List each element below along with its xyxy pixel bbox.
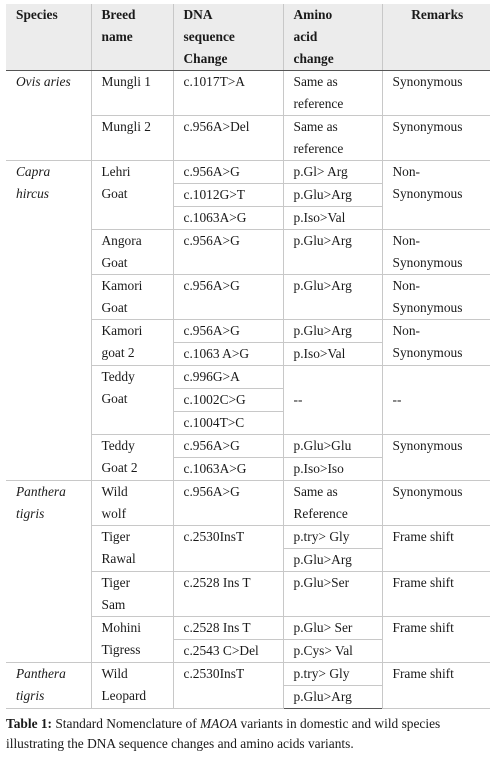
dna-change-cell: c.956A>G xyxy=(173,275,283,320)
dna-change-cell: c.956A>G xyxy=(173,481,283,526)
dna-change-cell: c.2530InsT xyxy=(173,663,283,709)
breed-cell: Wild wolf xyxy=(91,481,173,526)
amino-change-cell: p.Glu>Arg xyxy=(283,230,382,275)
species-cell: Capra hircus xyxy=(6,161,91,481)
remarks-cell: Non- Synonymous xyxy=(382,320,490,366)
amino-change-cell: p.Glu>Arg xyxy=(283,549,382,572)
amino-change-cell: p.Glu> Ser xyxy=(283,617,382,640)
breed-cell: Mungli 2 xyxy=(91,116,173,161)
amino-change-cell: p.try> Gly xyxy=(283,663,382,686)
remarks-cell: Non- Synonymous xyxy=(382,230,490,275)
table-row xyxy=(6,161,490,184)
amino-change-cell: p.Glu>Arg xyxy=(283,320,382,343)
remarks-cell: Synonymous xyxy=(382,71,490,116)
breed-cell: Mohini Tigress xyxy=(91,617,173,663)
dna-change-cell: c.2530InsT xyxy=(173,526,283,572)
table-row xyxy=(6,663,490,686)
dna-change-cell: c.956A>G xyxy=(173,161,283,184)
dna-change-cell: c.1063A>G xyxy=(173,207,283,230)
breed-cell: Kamori Goat xyxy=(91,275,173,320)
caption-text: Standard Nomenclature of xyxy=(52,716,201,731)
remarks-cell: Frame shift xyxy=(382,526,490,572)
remarks-cell: Non- Synonymous xyxy=(382,275,490,320)
caption-text: variants in domestic and wild species illustrating the DNA sequence changes and amino acids variants. xyxy=(6,716,441,751)
breed-cell: Tiger Sam xyxy=(91,572,173,617)
breed-cell: Teddy Goat 2 xyxy=(91,435,173,481)
amino-change-cell: p.Glu>Ser xyxy=(283,572,382,617)
breed-cell: Angora Goat xyxy=(91,230,173,275)
remarks-cell: Synonymous xyxy=(382,116,490,161)
breed-cell: Kamori goat 2 xyxy=(91,320,173,366)
dna-change-cell: c.1017T>A xyxy=(173,71,283,116)
species-cell: Ovis aries xyxy=(6,71,91,161)
dna-change-cell: c.2543 C>Del xyxy=(173,640,283,663)
amino-change-cell: p.Iso>Iso xyxy=(283,458,382,481)
amino-change-cell: p.Iso>Val xyxy=(283,343,382,366)
header-species: Species xyxy=(6,4,91,71)
remarks-cell: Frame shift xyxy=(382,617,490,663)
dna-change-cell: c.996G>A xyxy=(173,366,283,389)
amino-change-cell: p.Glu>Arg xyxy=(283,184,382,207)
remarks-cell: Synonymous xyxy=(382,435,490,481)
dna-change-cell: c.956A>G xyxy=(173,435,283,458)
dna-change-cell: c.2528 Ins T xyxy=(173,572,283,617)
dna-change-cell: c.956A>Del xyxy=(173,116,283,161)
header-amino-acid-change: Amino acid change xyxy=(283,4,382,71)
remarks-cell: Synonymous xyxy=(382,481,490,526)
amino-change-cell: Same as Reference xyxy=(283,481,382,526)
document-page xyxy=(6,4,490,754)
remarks-cell: Frame shift xyxy=(382,663,490,709)
table-row xyxy=(6,481,490,526)
caption-label: Table 1: xyxy=(6,716,53,731)
dna-change-cell: c.1063 A>G xyxy=(173,343,283,366)
dna-change-cell: c.1002C>G xyxy=(173,389,283,412)
table-caption xyxy=(6,714,476,754)
dna-change-cell: c.956A>G xyxy=(173,320,283,343)
header-remarks: Remarks xyxy=(382,4,490,71)
maoa-variants-table xyxy=(6,4,490,709)
remarks-cell: Frame shift xyxy=(382,572,490,617)
dna-change-cell: c.1012G>T xyxy=(173,184,283,207)
amino-change-cell: p.Glu>Glu xyxy=(283,435,382,458)
amino-change-cell: -- xyxy=(283,366,382,435)
amino-change-cell: Same as reference xyxy=(283,116,382,161)
breed-cell: Tiger Rawal xyxy=(91,526,173,572)
table-header-row xyxy=(6,4,490,71)
breed-cell: Mungli 1 xyxy=(91,71,173,116)
amino-change-cell: p.Cys> Val xyxy=(283,640,382,663)
remarks-cell: -- xyxy=(382,366,490,435)
breed-cell: Wild Leopard xyxy=(91,663,173,709)
breed-cell: Teddy Goat xyxy=(91,366,173,435)
dna-change-cell: c.1063A>G xyxy=(173,458,283,481)
amino-change-cell: p.Glu>Arg xyxy=(283,275,382,320)
breed-cell: Lehri Goat xyxy=(91,161,173,230)
amino-change-cell: Same as reference xyxy=(283,71,382,116)
header-dna-sequence-change: DNA sequence Change xyxy=(173,4,283,71)
caption-gene-name: MAOA xyxy=(200,716,238,731)
amino-change-cell: p.Gl> Arg xyxy=(283,161,382,184)
table-row xyxy=(6,71,490,116)
species-cell: Panthera tigris xyxy=(6,663,91,709)
dna-change-cell: c.956A>G xyxy=(173,230,283,275)
amino-change-cell: p.Glu>Arg xyxy=(283,686,382,709)
amino-change-cell: p.try> Gly xyxy=(283,526,382,549)
dna-change-cell: c.1004T>C xyxy=(173,412,283,435)
amino-change-cell: p.Iso>Val xyxy=(283,207,382,230)
species-cell: Panthera tigris xyxy=(6,481,91,663)
remarks-cell: Non- Synonymous xyxy=(382,161,490,230)
header-breed-name: Breed name xyxy=(91,4,173,71)
dna-change-cell: c.2528 Ins T xyxy=(173,617,283,640)
